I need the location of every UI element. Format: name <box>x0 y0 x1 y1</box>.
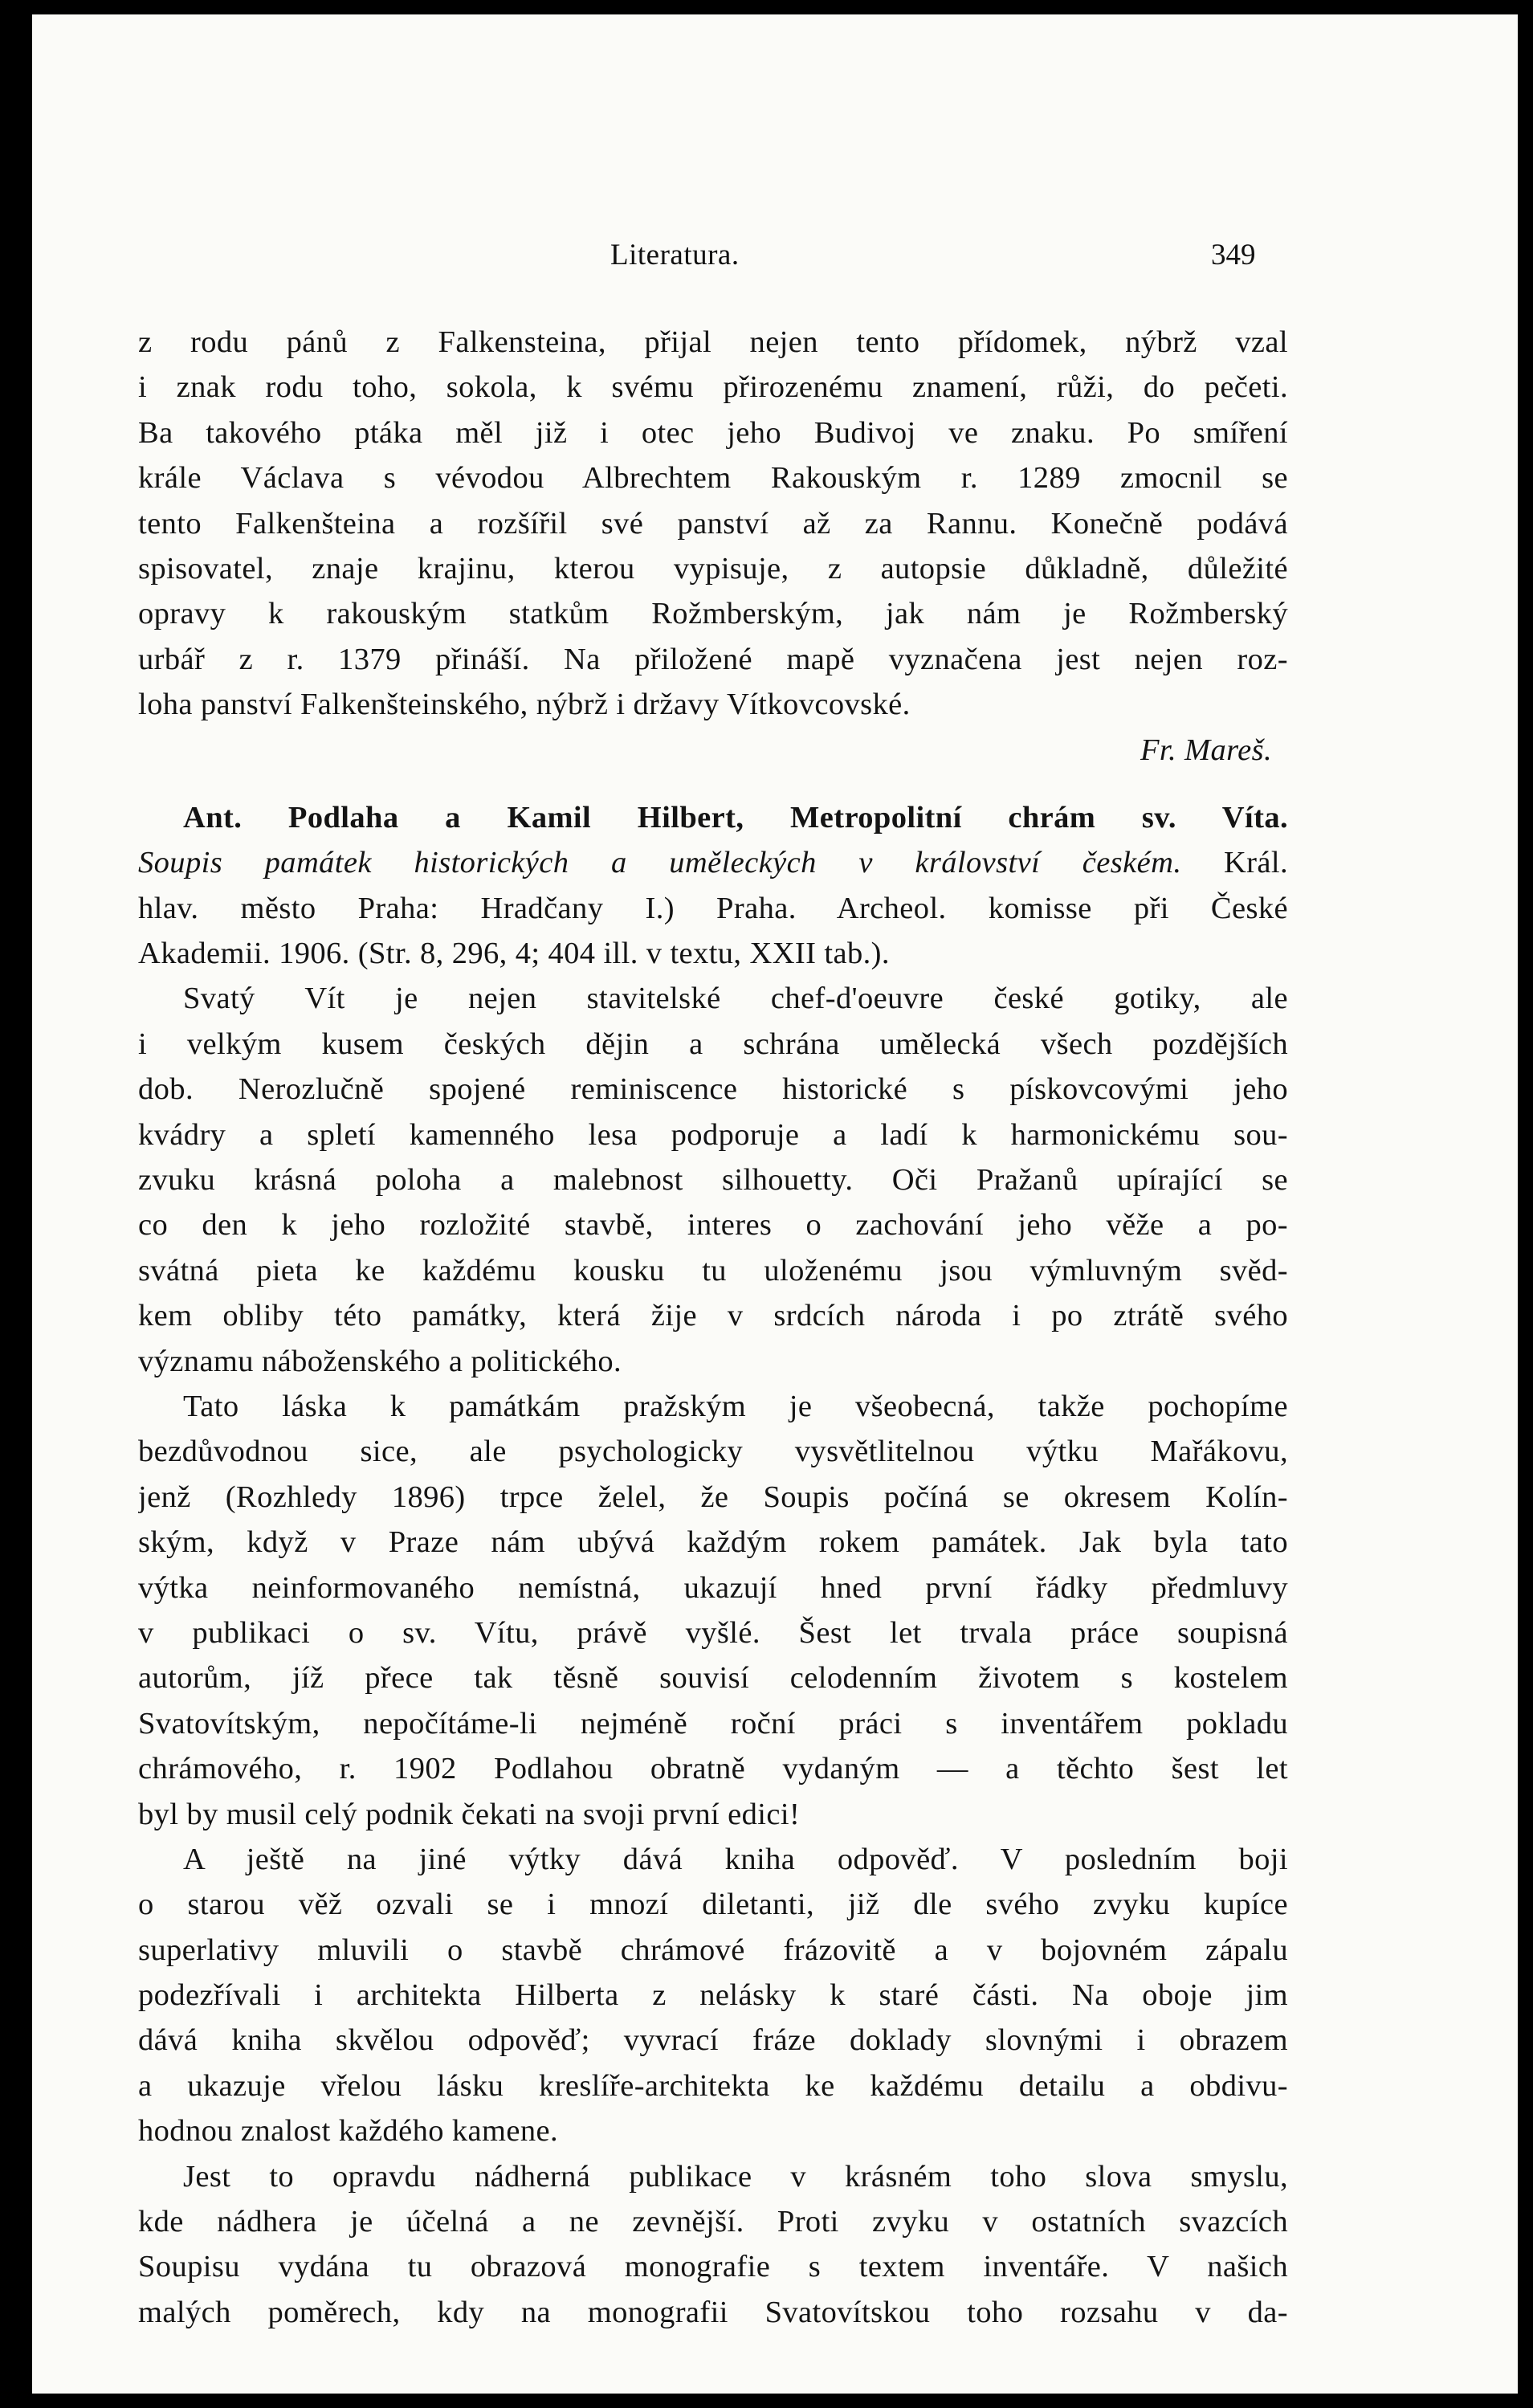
text-line: Soupisu vydána tu obrazová monografie s textem inventáře. V našich <box>138 2250 1288 2284</box>
series-title: Soupis památek historických a uměleckých v království českém. <box>138 846 1182 880</box>
text-line: hodnou znalost každého kamene. <box>138 2114 559 2149</box>
text-line: tento Falkenšteina a rozšířil své panství až za Rannu. Konečně podává <box>138 506 1288 541</box>
text-line: v publikaci o sv. Vítu, právě vyšlé. Šest let trvala práce soupisná <box>138 1615 1288 1650</box>
text-line: bezdůvodnou sice, ale psychologicky vysvětlitelnou výtku Mařákovu, <box>138 1435 1288 1469</box>
text-line: co den k jeho rozložité stavbě, interes o zachování jeho věže a po- <box>138 1208 1288 1243</box>
text-line: i velkým kusem českých dějin a schrána umělecká všech pozdějších <box>138 1026 1288 1061</box>
text-line: z rodu pánů z Falkensteina, přijal nejen tento přídomek, nýbrž vzal <box>138 325 1288 359</box>
text-line: Svatý Vít je nejen stavitelské chef-d'oeuvre české gotiky, ale <box>183 982 1288 1016</box>
previous-review-ending <box>138 320 1288 773</box>
reviewer-signature: Fr. Mareš. <box>1140 733 1272 767</box>
text-line: urbář z r. 1379 přináší. Na přiložené mapě vyznačena jest nejen roz- <box>138 642 1288 676</box>
text-line: a ukazuje vřelou lásku kreslíře-architekta ke každému detailu a obdivu- <box>138 2068 1288 2103</box>
text-line: dává kniha skvělou odpověď; vyvrací fráze doklady slovnými i obrazem <box>138 2023 1288 2058</box>
paragraph-4 <box>138 2154 1288 2336</box>
text-line: jenž (Rozhledy 1896) trpce želel, že Soupis počíná se okresem Kolín- <box>138 1479 1288 1514</box>
text-line: výtka neinformovaného nemístná, ukazují hned první řádky předmluvy <box>138 1570 1288 1605</box>
text-line: kem obliby této památky, která žije v srdcích národa i po ztrátě svého <box>138 1299 1288 1333</box>
text-line: chrámového, r. 1902 Podlahou obratně vydaným — a těchto šest let <box>138 1752 1288 1786</box>
text-line: podezřívali i architekta Hilberta z nelásky k staré části. Na oboje jim <box>138 1978 1288 2013</box>
text-line: ským, když v Praze nám ubývá každým rokem památek. Jak byla tato <box>138 1525 1288 1560</box>
text-line: malých poměrech, kdy na monografii Svatovítskou toho rozsahu v da- <box>138 2295 1288 2329</box>
text-line: superlativy mluvili o stavbě chrámové frázovitě a v bojovném zápalu <box>138 1933 1288 1967</box>
paragraph-3 <box>138 1837 1288 2154</box>
text-line: spisovatel, znaje krajinu, kterou vypisuje, z autopsie důkladně, důležité <box>138 551 1288 586</box>
text-line: svátná pieta ke každému kousku tu uloženému jsou výmluvným svěd- <box>138 1253 1288 1288</box>
biblio-line: hlav. město Praha: Hradčany I.) Praha. Archeol. komisse při České <box>138 891 1288 925</box>
biblio-line: Akademii. 1906. (Str. 8, 296, 4; 404 ill. v textu, XXII tab.). <box>138 937 890 971</box>
body-text <box>138 320 1288 2335</box>
section-gap <box>138 773 1288 795</box>
paragraph-1 <box>138 976 1288 1384</box>
text-line: Tato láska k památkám pražským je všeobecná, takže pochopíme <box>183 1389 1288 1423</box>
book-page <box>32 14 1518 2394</box>
review-series-line <box>138 840 1288 885</box>
text-line: významu náboženského a politického. <box>138 1344 622 1378</box>
paragraph-2 <box>138 1384 1288 1837</box>
text-line: kvádry a spletí kamenného lesa podporuje a ladí k harmonickému sou- <box>138 1117 1288 1152</box>
text-line: dob. Nerozlučně spojené reminiscence historické s pískovcovými jeho <box>138 1072 1288 1107</box>
text-line: Jest to opravdu nádherná publikace v krásném toho slova smyslu, <box>183 2159 1288 2194</box>
text-line: zvuku krásná poloha a malebnost silhouetty. Oči Pražanů upírající se <box>138 1163 1288 1198</box>
text-line: autorům, jíž přece tak těsně souvisí celodenním životem s kostelem <box>138 1661 1288 1696</box>
text-line: loha panství Falkenšteinského, nýbrž i državy Vítkovcovské. <box>138 688 911 722</box>
text-line: o starou věž ozvali se i mnozí diletanti, již dle svého zvyku kupíce <box>138 1888 1288 1922</box>
text-line: Ba takového ptáka měl již i otec jeho Budivoj ve znaku. Po smíření <box>138 415 1288 450</box>
text-line: kde nádhera je účelná a ne zevnější. Proti zvyku v ostatních svazcích <box>138 2205 1288 2239</box>
text-line: byl by musil celý podnik čekati na svoji první edici! <box>138 1797 801 1831</box>
text-line: opravy k rakouským statkům Rožmberským, jak nám je Rožmberský <box>138 597 1288 631</box>
text-line: i znak rodu toho, sokola, k svému přirozenému znamení, růži, do pečeti. <box>138 370 1288 405</box>
text-line: A ještě na jiné výtky dává kniha odpověď. V posledním boji <box>183 1842 1288 1876</box>
text-line: Svatovítským, nepočítáme-li nejméně roční práci s inventářem pokladu <box>138 1706 1288 1741</box>
page-number: 349 <box>1211 239 1256 271</box>
text-line: krále Václava s vévodou Albrechtem Rakouským r. 1289 zmocnil se <box>138 461 1288 496</box>
review-bibliography <box>138 795 1288 977</box>
series-title-rest: Král. <box>1223 846 1288 880</box>
page-header <box>32 238 1518 278</box>
review-authors-title: Ant. Podlaha a Kamil Hilbert, Metropolitní chrám sv. Víta. <box>183 800 1288 835</box>
running-title: Literatura. <box>610 239 740 271</box>
